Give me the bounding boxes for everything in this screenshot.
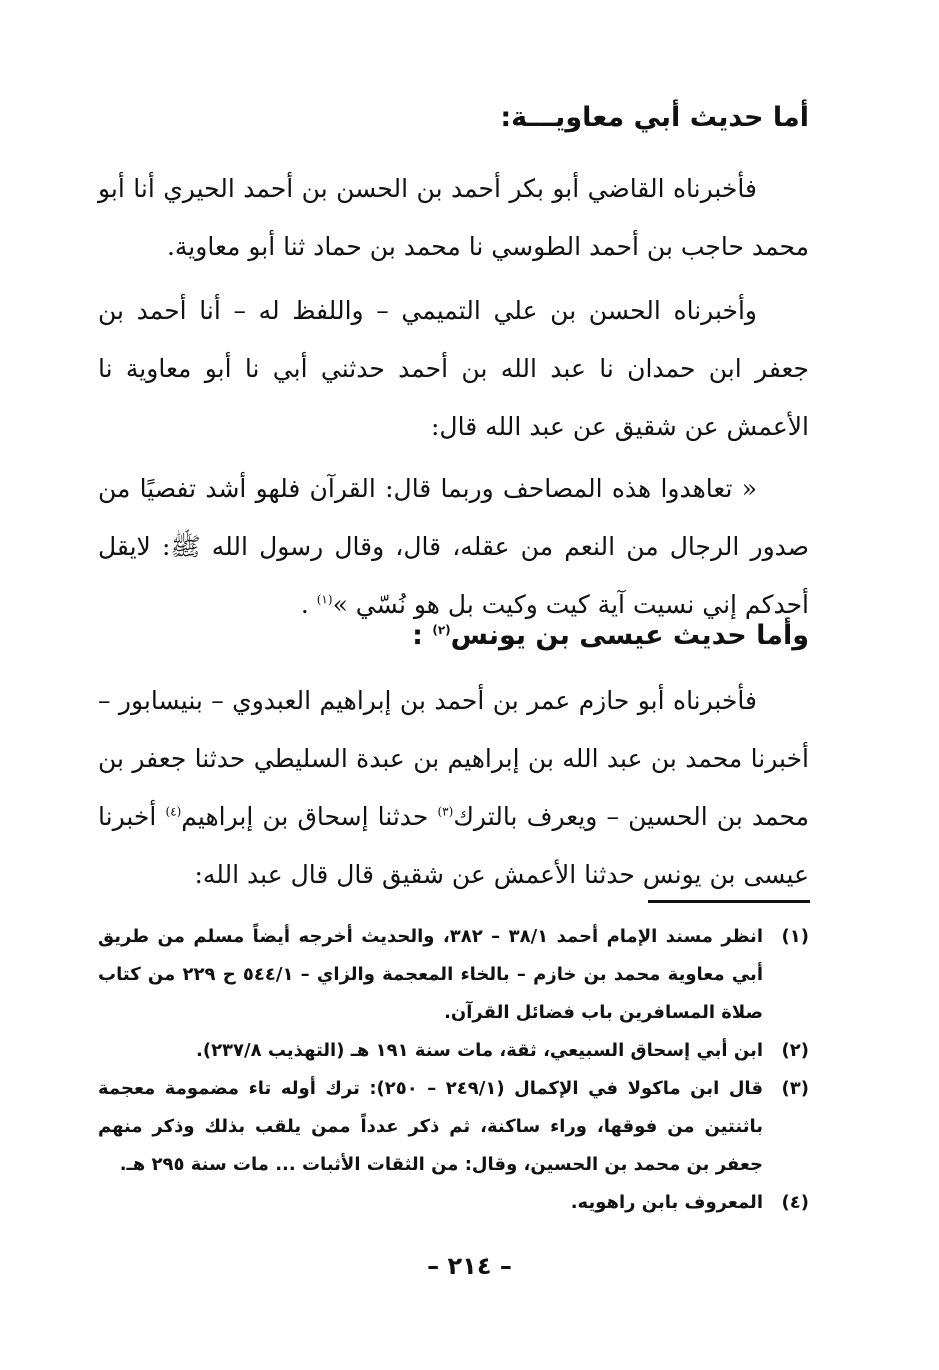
footnote-marker-4: (٤) [165, 804, 182, 819]
page-number: – ٢١٤ – [427, 1252, 512, 1280]
footnote-text: المعروف بابن راهويه. [570, 1192, 763, 1213]
paragraph-text [98, 460, 809, 634]
hadith-end: . [300, 590, 309, 619]
isnad-part-c: أخبرنا عيسى بن يونس حدثنا الأعمش عن شقيق قال قال عبد الله: [98, 802, 809, 889]
footnote-separator [648, 900, 810, 903]
hadith-text: « تعاهدوا هذه المصاحف وربما قال: القرآن فلهو أشد تفصيًا من صدور الرجال من النعم من عقله، قال، وقال رسول الله ﷺ: لايقل أحدكم إني نسيت آية كيت وكيت بل هو نُسّي » [98, 474, 809, 619]
footnote-3 [98, 1070, 809, 1184]
heading-text: وأما حديث عيسى بن يونس [450, 620, 809, 651]
footnote-marker-1: (١) [316, 592, 333, 607]
footnote-2 [98, 1032, 809, 1070]
footnote-number: (٣) [781, 1078, 809, 1099]
isnad-part-b: حدثنا إسحاق بن إبراهيم [181, 802, 438, 831]
footnote-1 [98, 918, 809, 1032]
footnotes [98, 918, 809, 1222]
paragraph-isnad-1 [98, 160, 809, 276]
footnote-4 [98, 1184, 809, 1222]
footnote-number: (١) [781, 926, 809, 947]
paragraph-text: وأخبرناه الحسن بن علي التميمي – واللفظ له – أنا أحمد بن جعفر ابن حمدان نا عبد الله بن أحمد حدثني أبي نا أبو معاوية نا الأعمش عن شقيق عن عبد الله قال: [98, 296, 809, 441]
footnote-marker-3: (٣) [437, 804, 454, 819]
section-heading-abu-muawiya: أما حديث أبي معاويـــة: [500, 102, 809, 133]
paragraph-text: فأخبرناه القاضي أبو بكر أحمد بن الحسن بن أحمد الحيري أنا أبو محمد حاجب بن أحمد الطوسي نا محمد بن حماد ثنا أبو معاوية. [98, 174, 809, 261]
footnote-number: (٢) [781, 1040, 809, 1061]
footnote-number: (٤) [781, 1192, 809, 1213]
paragraph-isnad-3 [98, 672, 809, 904]
footnote-text: ابن أبي إسحاق السبيعي، ثقة، مات سنة ١٩١ هـ (التهذيب ٢٣٧/٨). [195, 1040, 763, 1061]
section-heading-isa-bin-yunus [98, 620, 809, 651]
footnote-text: قال ابن ماكولا في الإكمال (٢٤٩/١ – ٢٥٠): ترك أوله تاء مضمومة معجمة باثنتين من فوقها، وراء ساكنة، ثم ذكر عدداً ممن يلقب بذلك وذكر منهم جعفر بن محمد بن الحسين، وقال: من الثقات الأثبات ... مات سنة ٢٩٥ هـ. [98, 1078, 763, 1175]
footnote-marker-2: (٢) [432, 623, 451, 637]
paragraph-isnad-2 [98, 282, 809, 456]
footnote-text: انظر مسند الإمام أحمد ٣٨/١ – ٣٨٢، والحديث أخرجه أيضاً مسلم من طريق أبي معاوية محمد بن خازم – بالخاء المعجمة والزاي – ٥٤٤/١ ح ٢٢٩ من كتاب صلاة المسافرين باب فضائل القرآن. [98, 926, 763, 1023]
isnad-part-a: فأخبرناه أبو حازم عمر بن أحمد بن إبراهيم العبدوي – بنيسابور – أخبرنا محمد بن عبد الله بن إبراهيم بن عبدة السليطي حدثنا جعفر بن محمد بن الحسين – ويعرف بالترك [98, 686, 810, 831]
heading-colon: : [412, 620, 423, 651]
paragraph-text [98, 672, 809, 904]
paragraph-hadith-text [98, 460, 809, 634]
